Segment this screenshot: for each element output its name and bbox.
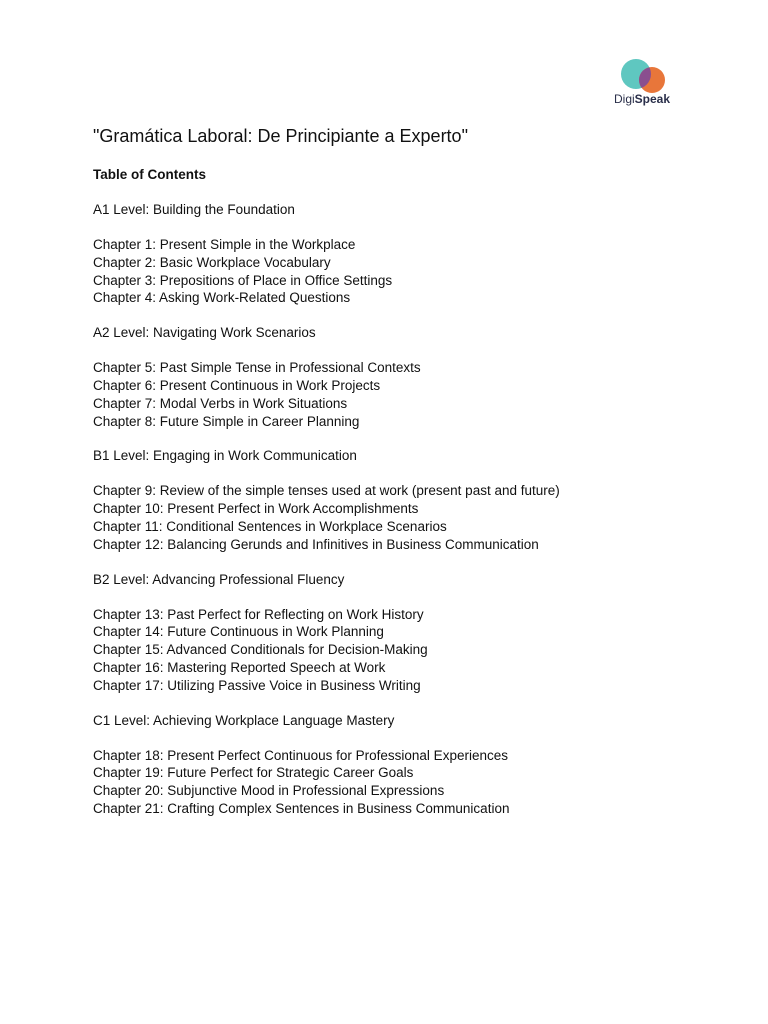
chapter-item: Chapter 4: Asking Work-Related Questions xyxy=(93,290,351,306)
chapter-item: Chapter 12: Balancing Gerunds and Infinitives in Business Communication xyxy=(93,536,539,552)
chapter-item: Chapter 17: Utilizing Passive Voice in Business Writing xyxy=(93,677,421,693)
chapter-item: Chapter 21: Crafting Complex Sentences in Business Communication xyxy=(93,800,510,816)
chapter-item: Chapter 1: Present Simple in the Workplace xyxy=(93,237,356,252)
chapter-item: Chapter 11: Conditional Sentences in Workplace Scenarios xyxy=(93,518,447,534)
speech-bubbles-logo-icon xyxy=(620,58,670,94)
chapter-item: Chapter 6: Present Continuous in Work Projects xyxy=(93,377,381,393)
document-title: "Gramática Laboral: De Principiante a Experto" xyxy=(93,126,468,146)
chapter-list xyxy=(93,359,693,430)
chapter-item: Chapter 7: Modal Verbs in Work Situations xyxy=(93,395,348,411)
toc-heading: Table of Contents xyxy=(93,167,206,182)
level-section-a2 xyxy=(93,324,693,430)
chapter-list xyxy=(93,747,693,818)
chapter-item: Chapter 3: Prepositions of Place in Office Settings xyxy=(93,272,393,288)
chapter-item: Chapter 19: Future Perfect for Strategic Career Goals xyxy=(93,765,414,781)
level-title: A1 Level: Building the Foundation xyxy=(93,202,295,217)
chapter-item: Chapter 15: Advanced Conditionals for Decision-Making xyxy=(93,642,428,658)
chapter-item: Chapter 18: Present Perfect Continuous for Professional Experiences xyxy=(93,747,508,763)
chapter-item: Chapter 5: Past Simple Tense in Professional Contexts xyxy=(93,360,421,376)
level-title: A2 Level: Navigating Work Scenarios xyxy=(93,325,316,341)
chapter-item: Chapter 9: Review of the simple tenses used at work (present past and future) xyxy=(93,483,560,499)
logo-text-digi: Digi xyxy=(614,92,635,106)
level-title: B2 Level: Advancing Professional Fluency xyxy=(93,571,345,587)
level-section-c1 xyxy=(93,712,693,818)
chapter-item: Chapter 8: Future Simple in Career Planning xyxy=(93,413,360,429)
chapter-list xyxy=(93,236,693,307)
level-section-b1 xyxy=(93,447,693,553)
chapter-item: Chapter 14: Future Continuous in Work Planning xyxy=(93,624,384,640)
digispeak-logo xyxy=(612,58,678,108)
chapter-list xyxy=(93,482,693,553)
level-section-a1 xyxy=(93,201,693,307)
chapter-item: Chapter 13: Past Perfect for Reflecting on Work History xyxy=(93,606,424,622)
level-title: C1 Level: Achieving Workplace Language Mastery xyxy=(93,712,395,728)
logo-text-speak: Speak xyxy=(634,92,671,106)
chapter-list xyxy=(93,606,693,695)
chapter-item: Chapter 10: Present Perfect in Work Accomplishments xyxy=(93,501,419,517)
level-title: B1 Level: Engaging in Work Communication xyxy=(93,448,357,464)
chapter-item: Chapter 2: Basic Workplace Vocabulary xyxy=(93,254,331,270)
chapter-item: Chapter 20: Subjunctive Mood in Professional Expressions xyxy=(93,783,445,799)
chapter-item: Chapter 16: Mastering Reported Speech at Work xyxy=(93,659,386,675)
level-section-b2 xyxy=(93,571,693,695)
table-of-contents xyxy=(93,166,693,835)
logo-wordmark xyxy=(614,92,670,106)
